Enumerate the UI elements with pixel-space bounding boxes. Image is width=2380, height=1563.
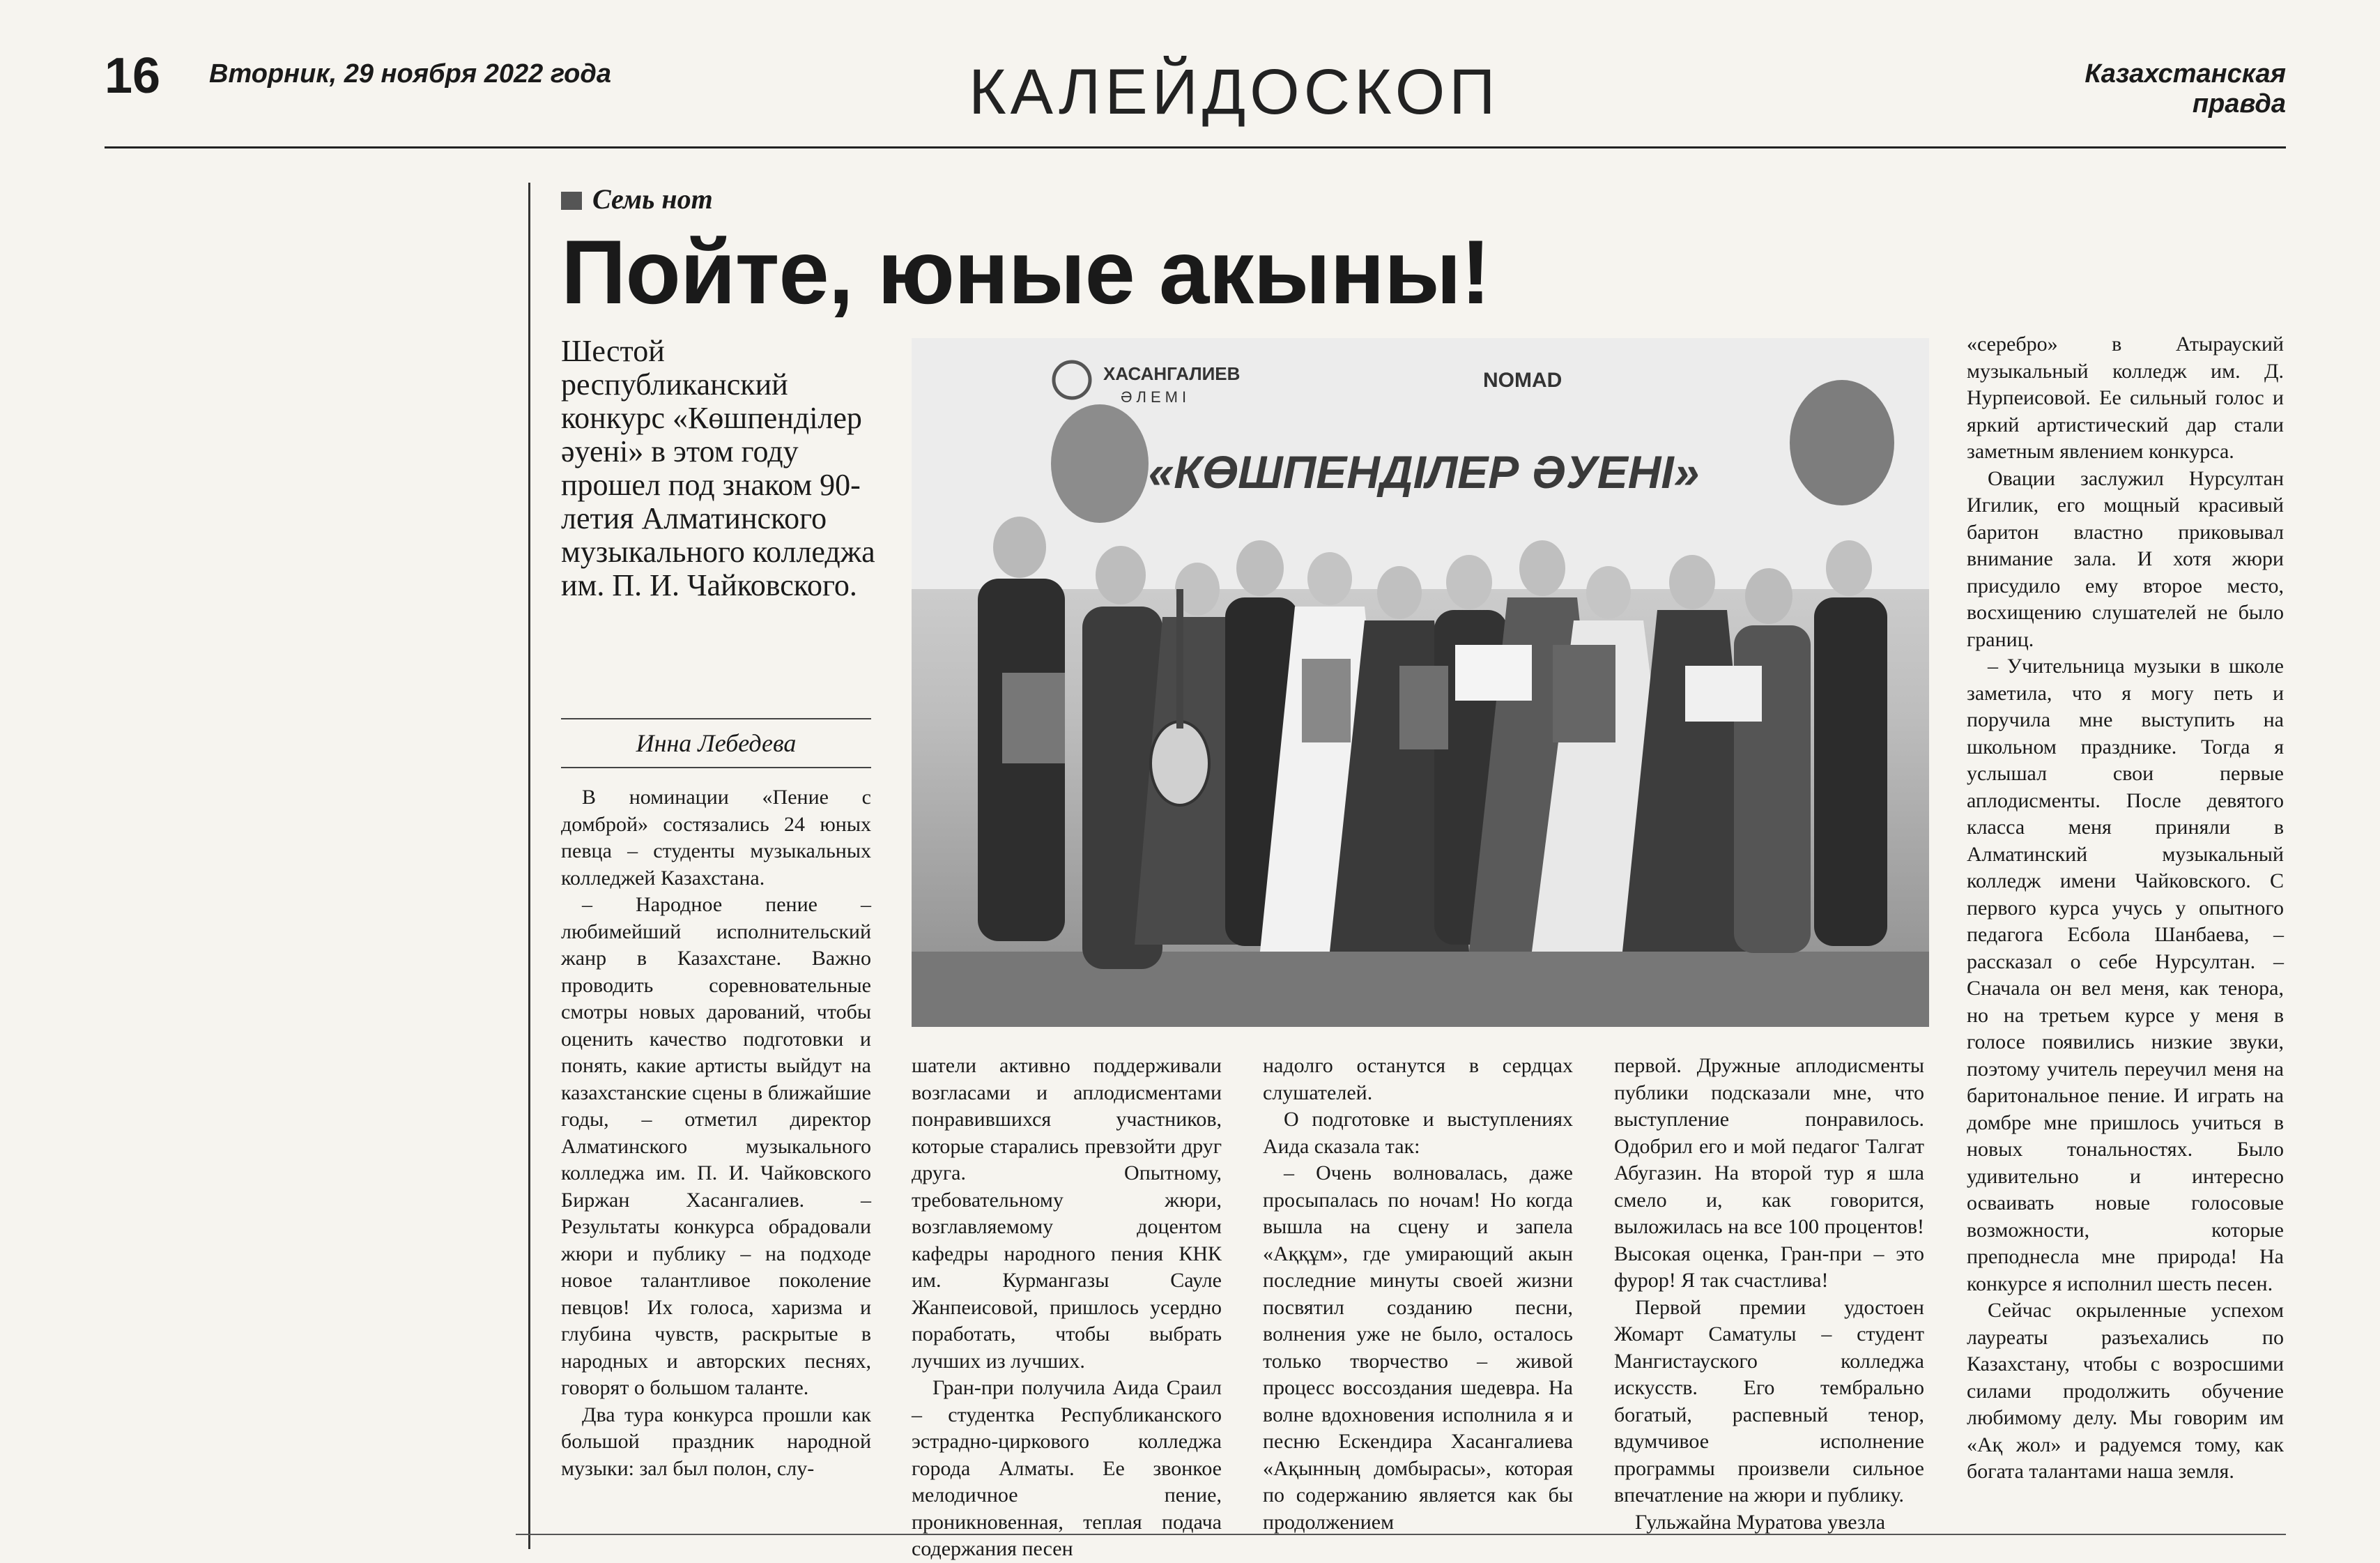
paragraph: – Народное пение – любимейший исполнительский жанр в Казахстане. Важно проводить соревновательные смотры новых дарований, чтобы оценить качество подготовки и понять, какие артисты выйдут на казахстанские сцены в ближайшие годы, – отметил директор Алматинского музыкального колледжа им. П. И. Чайковского Биржан Хасангалиев. – Результаты конкурса обрадовали жюри и публику – на подходе новое талантливое поколение певцов! Их голоса, харизма и глубина чувств, раскрытые в народных и авторских песнях, говорят о большом таланте.	[561, 893, 871, 1399]
paragraph: В номинации «Пение с домброй» состязались 24 юных певца – студенты музыкальных колледжей Казахстана.	[561, 786, 871, 890]
sponsor-1-line1: ХАСАНГАЛИЕВ	[1103, 363, 1241, 384]
paragraph: – Очень волновалась, даже просыпалась по ночам! Но когда вышла на сцену и запела «Аққұм», где умирающий акын последние минуты своей жизни посвятил созданию песни, волнения уже не было, осталось только творчество – живой процесс воссоздания шедевра. На волне вдохновения исполнила я и песню Ескендира Хасангалиева «Ақынның домбырасы», которая по содержанию является как бы продолжением	[1263, 1161, 1573, 1534]
header-rule	[105, 146, 2286, 148]
article-photo	[912, 338, 1929, 1027]
paragraph: «серебро» в Атырауский музыкальный колледж им. Д. Нурпеисовой. Ее сильный голос и яркий артистический дар стали заметным явлением конкурса.	[1967, 333, 2284, 463]
paragraph: первой. Дружные аплодисменты публики подсказали мне, что выступление понравилось. Одобрил его и мой педагог Талгат Абугазин. На второй тур я шла смело и, как говорится, выложилась на все 100 процентов! Высокая оценка, Гран-при – это фурор! Я так счастлива!	[1614, 1054, 1924, 1292]
article-column-2	[912, 1053, 1222, 1563]
author-rule-bottom	[561, 767, 871, 768]
author-rule-top	[561, 718, 871, 719]
section-title: КАЛЕЙДОСКОП	[969, 56, 1500, 128]
banner-title: «КӨШПЕНДІЛЕР ӘУЕНІ»	[1148, 446, 1700, 498]
headline: Пойте, юные акыны!	[561, 221, 1491, 323]
article-column-4	[1614, 1053, 1924, 1536]
issue-date: Вторник, 29 ноября 2022 года	[209, 59, 611, 89]
article-column-1	[561, 784, 871, 1482]
sponsor-1-line2: ӘЛЕМІ	[1121, 388, 1191, 406]
lead-paragraph: Шестой республиканский конкурс «Көшпенділер әуені» в этом году прошел под знаком 90-летия Алматинского музыкального колледжа им. П. И. Чайковского.	[561, 334, 875, 602]
paragraph: Первой премии удостоен Жомарт Саматулы – студент Мангистауского колледжа искусств. Его тембрально богатый, распевный тенор, вдумчивое исполнение программы произвели сильное впечатление на жюри и публику.	[1614, 1295, 1924, 1507]
newspaper-name: Казахстанская правда	[2085, 59, 2286, 119]
paragraph: Сейчас окрыленные успехом лауреаты разъехались по Казахстану, чтобы с возросшими силами продолжить обучение любимому делу. Мы говорим им «Ақ жол» и радуемся тому, как богата талантами наша земля.	[1967, 1299, 2284, 1483]
article-column-3	[1263, 1053, 1573, 1536]
paragraph: – Учительница музыки в школе заметила, что я могу петь и поручила мне выступить на школьном празднике. Тогда я услышал свои первые аплодисменты. После девятого класса меня приняли в Алматинский музыкальный колледж имени Чайковского. С первого курса учусь у опытного педагога Есбола Шанбаева, – рассказал о себе Нурсултан. – Сначала он вел меня, как тенора, но на третьем курсе у меня в голосе появились низкие звуки, поэтому учитель переучил меня на баритональное пение. И играть на домбре мне пришлось учиться в новых тональностях. Было удивительно и интересно осваивать новые голосовые возможности, которые преподнесла мне природа! На конкурсе я исполнил шесть песен.	[1967, 655, 2284, 1295]
sponsor-2: NOMAD	[1483, 369, 1563, 392]
photo-illustration	[912, 338, 1929, 1027]
page-number: 16	[105, 48, 161, 104]
footer-rule	[516, 1534, 2286, 1535]
paragraph: Гульжайна Муратова увезла	[1635, 1510, 1886, 1534]
paragraph: О подготовке и выступлениях Аида сказала так:	[1263, 1108, 1573, 1158]
paragraph: Два тура конкурса прошли как большой праздник народной музыки: зал был полон, слу-	[561, 1403, 871, 1480]
paragraph: Овации заслужил Нурсултан Игилик, его мощный красивый баритон властно приковывал внимание зала. И хотя жюри присудило ему второе место, восхищению слушателей не было границ.	[1967, 466, 2284, 651]
rubric: Семь нот	[592, 183, 713, 215]
paragraph: шатели активно поддерживали возгласами и аплодисментами понравившихся участников, которые старались превзойти друг друга. Опытному, требовательному жюри, возглавляемому доцентом кафедры народного пения КНК им. Курмангазы Сауле Жанпеисовой, пришлось усердно поработать, чтобы выбрать лучших из лучших.	[912, 1054, 1222, 1373]
rubric-square-icon	[561, 192, 582, 210]
paragraph: Гран-при получила Аида Сраил – студентка Республиканского эстрадно-циркового колледжа города Алматы. Ее звонкое мелодичное пение, проникновенная, теплая подача содержания песен	[912, 1376, 1222, 1560]
article-column-5	[1967, 331, 2284, 1486]
paragraph: надолго останутся в сердцах слушателей.	[1263, 1054, 1573, 1104]
author-byline: Инна Лебедева	[636, 729, 797, 757]
column-divider	[528, 183, 530, 1549]
